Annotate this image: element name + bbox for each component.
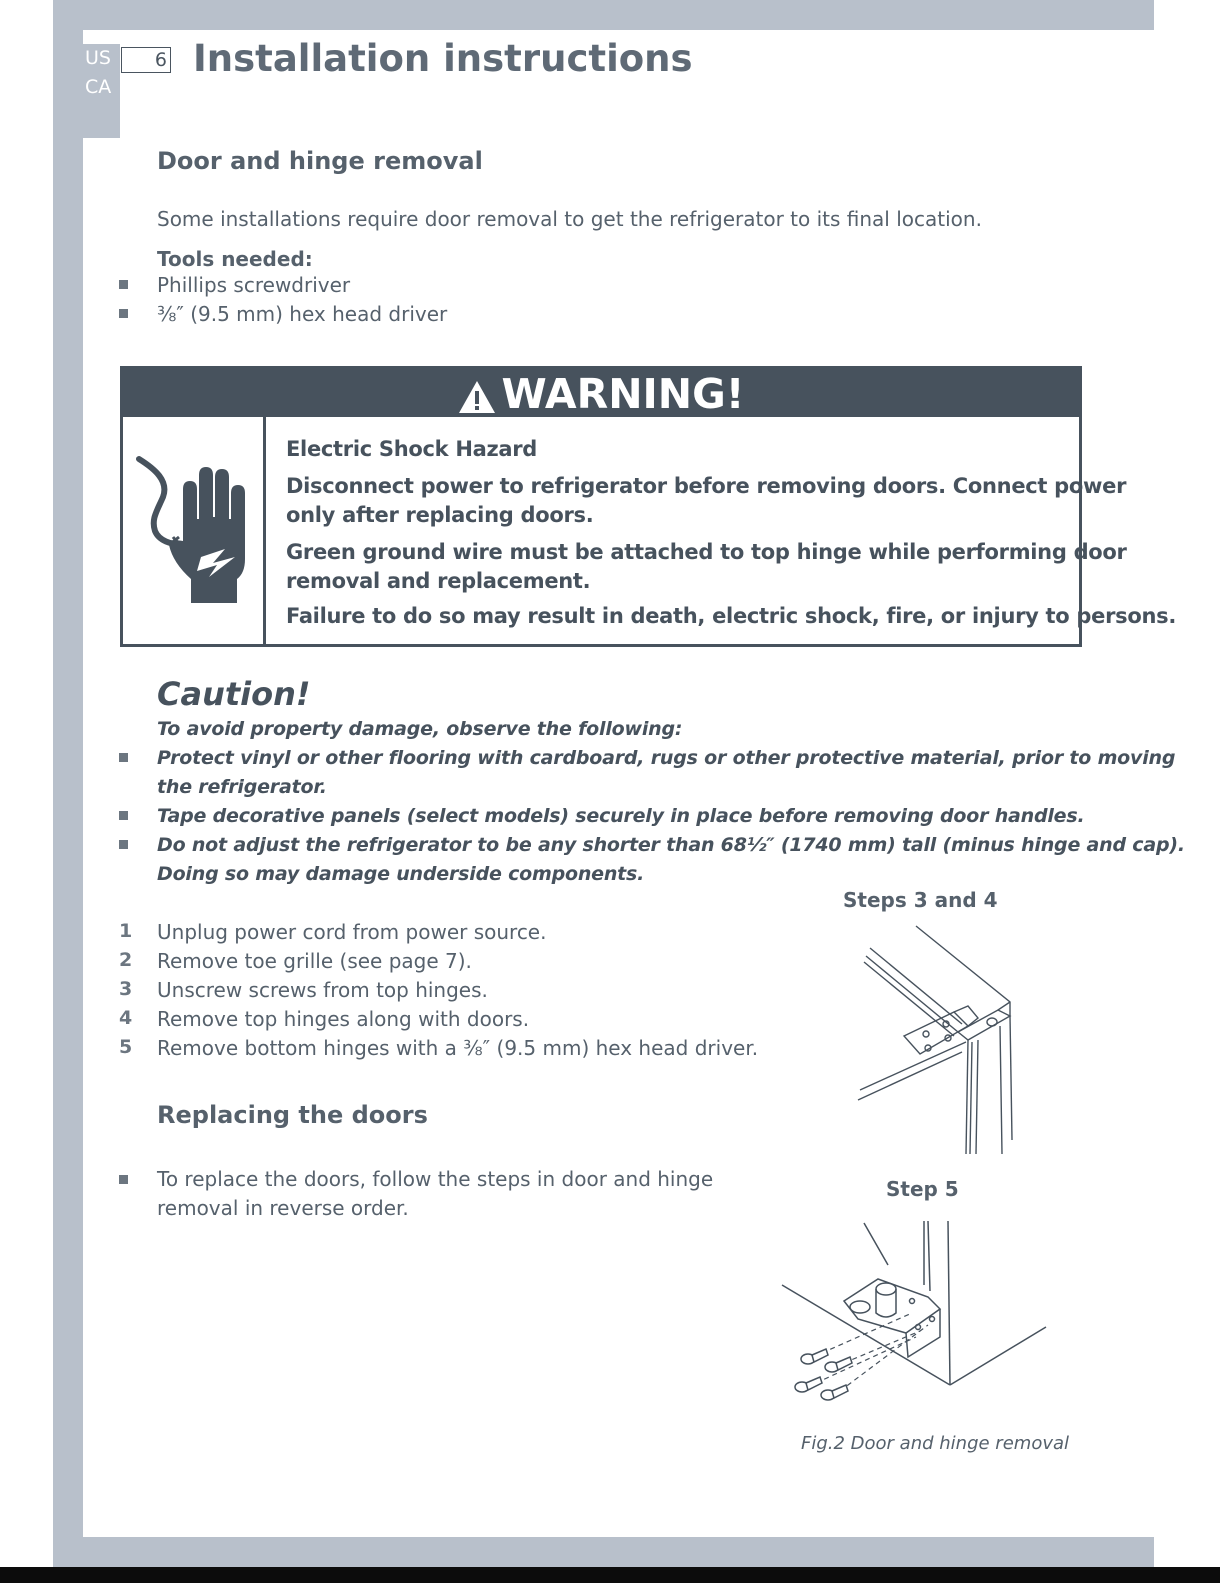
warning-line: Failure to do so may result in death, electric shock, fire, or injury to persons. bbox=[286, 604, 1177, 628]
warning-line: removal and replacement. bbox=[286, 569, 591, 593]
step-text: Unplug power cord from power source. bbox=[157, 920, 547, 944]
page-frame-left bbox=[53, 0, 83, 1537]
bottom-hinge-illustration bbox=[778, 1215, 1048, 1415]
step-number: 3 bbox=[119, 978, 133, 1000]
caution-item: Protect vinyl or other flooring with cardboard, rugs or other protective material, prior to moving bbox=[157, 747, 1176, 769]
bullet bbox=[119, 280, 128, 289]
bullet bbox=[119, 753, 128, 762]
replacing-heading: Replacing the doors bbox=[157, 1101, 428, 1129]
warning-divider bbox=[263, 417, 266, 647]
bullet bbox=[119, 1175, 128, 1184]
warning-line: only after replacing doors. bbox=[286, 503, 594, 527]
page-number: 6 bbox=[154, 49, 167, 71]
step-text: Remove top hinges along with doors. bbox=[157, 1007, 530, 1031]
warning-box bbox=[120, 366, 1177, 647]
step-text: Unscrew screws from top hinges. bbox=[157, 978, 488, 1002]
bullet bbox=[119, 309, 128, 318]
tools-heading: Tools needed: bbox=[157, 247, 313, 271]
caution-item: Do not adjust the refrigerator to be any shorter than 68½″ (1740 mm) tall (minus hinge and cap). bbox=[157, 834, 1185, 856]
warning-title-row bbox=[123, 370, 1079, 418]
figure-caption: Fig.2 Door and hinge removal bbox=[801, 1433, 1070, 1454]
caution-item-continued: Doing so may damage underside components. bbox=[157, 863, 645, 885]
warning-title: WARNING! bbox=[501, 370, 745, 418]
figure-label-step-5: Step 5 bbox=[886, 1177, 959, 1201]
region-code-us: US bbox=[85, 47, 111, 69]
electric-shock-hand-icon bbox=[133, 453, 251, 605]
bottom-edge bbox=[0, 1567, 1220, 1583]
top-hinge-illustration bbox=[850, 922, 1040, 1160]
caution-title: Caution! bbox=[157, 675, 311, 713]
hazard-title: Electric Shock Hazard bbox=[286, 437, 538, 461]
region-code-ca: CA bbox=[85, 76, 112, 98]
figure-label-steps-3-4: Steps 3 and 4 bbox=[843, 888, 998, 912]
replacing-text-continued: removal in reverse order. bbox=[157, 1196, 409, 1220]
warning-line: Disconnect power to refrigerator before removing doors. Connect power bbox=[286, 474, 1127, 498]
warning-line: Green ground wire must be attached to top hinge while performing door bbox=[286, 540, 1127, 564]
tool-item: ⅜″ (9.5 mm) hex head driver bbox=[157, 302, 448, 326]
step-text: Remove toe grille (see page 7). bbox=[157, 949, 472, 973]
step-text: Remove bottom hinges with a ⅜″ (9.5 mm) hex head driver. bbox=[157, 1036, 759, 1060]
step-number: 2 bbox=[119, 949, 133, 971]
step-number: 5 bbox=[119, 1036, 133, 1058]
caution-item-continued: the refrigerator. bbox=[157, 776, 327, 798]
replacing-text: To replace the doors, follow the steps in door and hinge bbox=[157, 1167, 714, 1191]
warning-triangle-icon bbox=[458, 380, 496, 414]
step-number: 1 bbox=[119, 920, 133, 942]
caution-item: Tape decorative panels (select models) securely in place before removing door handles. bbox=[157, 805, 1085, 827]
bullet bbox=[119, 840, 128, 849]
page-title: Installation instructions bbox=[193, 37, 693, 80]
page-frame-top bbox=[53, 0, 1154, 30]
step-number: 4 bbox=[119, 1007, 133, 1029]
door-removal-heading: Door and hinge removal bbox=[157, 147, 483, 175]
caution-intro: To avoid property damage, observe the following: bbox=[157, 718, 683, 740]
page-number-box bbox=[121, 47, 171, 73]
bullet bbox=[119, 811, 128, 820]
page-frame-bottom bbox=[53, 1537, 1154, 1567]
door-removal-intro: Some installations require door removal to get the refrigerator to its final location. bbox=[157, 207, 982, 231]
tool-item: Phillips screwdriver bbox=[157, 273, 351, 297]
warning-header bbox=[123, 369, 1079, 417]
